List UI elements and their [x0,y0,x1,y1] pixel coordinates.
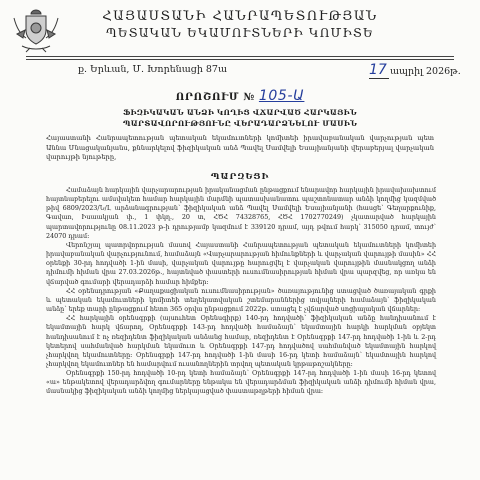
body-text [46,186,436,397]
date-month-year: ապրիլ 2026թ. [390,66,461,77]
header-divider-top [26,56,454,57]
decided-heading: ՊԱՐԶԵՑԻ [210,172,270,182]
intro-paragraph: Հայաստանի Հանրապետության պետական եկամուտների կոմիտեի իրավաբանական վարչության պետ Աննա Մնացականյանս, քննարկելով ֆիզիկական անձ Պավել Սամվելի Եսայիանյանի վերաբերյալ վարչական վարույթի նյութերը, [46,134,434,161]
paragraph-4: ՀՀ հարկային օրենսգրքի (այսուհետ Օրենսգիրք) 140-րդ հոդվածի՝ ֆիզիկական անձը հանդիսանում է եկամտային հարկ վճարող, Օրենսգրքի 143-րդ հոդվածի համաձայն՝ եկամտային հարկի հարկման օբյեկտ հանդիսանում է ոչ ռեզիդենտ ֆիզիկական անձանց համար, ռեզիդենտ է Օրենսգրքի 147-րդ հոդվածի 1-ին և 2-րդ կետերով սահմանված հարկման եկամուտ և Օրենսգրքի 147-րդ հոդվածով սահմանված եկամտային հարկով չհարկվող եկամուտները: Օրենսգրքի 147-րդ հոդվածի 1-ին մասի 16-րդ կետի համաձայն՝ եկամտային հարկով չհարկվող եկամուտներ են համարվում ուսանողներին տրվող պետական կրթաթոշակները: [46,314,436,368]
paragraph-1: Համաձայն հարկային վարչարարության իրականացման ընթացքում ենարավոր հարկային իրավախախտում հայտնաբերելու ամսվակետ համար հարկային մարմնի պատասխանատու պաշտոնատար անձի կողմից կազմված թիվ 6809/2023/Ն/Լ արձանագրության՝ ֆիզիկական անձ Պավել Սամվելի Եսայիանյանի (հասցե՝ Գեղարքունիք, Գավառ, Իսաակյան փ., 1 փկղ., 20 տ, ՀԾՀ 74328765, ՀԾՀ 1702770249) չկատարված հարկային պարտավորությունը 08.11.2023 թ-ի դրությամբ կազմում է 339120 դրամ, այդ թվում հարկ՝ 315050 դրամ, տույժ՝ 24070 դրամ: [46,186,436,240]
order-number-line [0,88,480,104]
date-day-handwritten: 17 [369,62,387,78]
header-line-2: ՊԵՏԱԿԱՆ ԵԿԱՄՈՒՏՆԵՐԻ ԿՈՄԻՏԵ [106,26,374,40]
header-divider-bottom [26,59,454,60]
paragraph-3: ՀՀ օրենսդրության «Քաղաքացիական ուսումնասիրության» ծառայությունից ստացված ծառայական գրքի և պետական եկամուտների կոմիտեի տեղեկատվական շտեմարաններից տվյալների համաձայն՝ ֆիզիկական անձը՝ երեք տարի ընթացքում հետո 365 օրվա ընթացքում 2022թ. ստացել է չվճարված սոցիալական վճարներ: [46,286,436,314]
subject-line-2: ՊԱՐՏԱՎՈՐՈՒԹՅՈՒՆԸ ՎԵՐԱԴԱՐՁՆԵԼՈՒ ՄԱՍԻՆ [122,118,358,128]
document-date [368,62,461,79]
header-line-1: ՀԱՅԱՍՏԱՆԻ ՀԱՆՐԱՊԵՏՈՒԹՅԱՆ [102,9,378,24]
address: ք. Երևան, Մ. Խորենացի 87ա [78,64,227,75]
paragraph-5: Օրենսգրքի 150-րդ հոդվածի 10-րդ կետի համաձայն՝ Օրենսգրքի 147-րդ հոդվածի 1-ին մասի 16-րդ կետով «ա» ենթակետով վերադարձվող գումարները ենթակա են վերադարձման ֆիզիկական անձի դիմումի հիման վրա, մասնակից ֆիզիկական անձի կողմից ներկայացված փաստաթղթերի հիման վրա: [46,369,436,396]
paragraph-2: Վերոնշյալ պատրվորության մասով Հայաստանի Հանրապետության պետական եկամուտների կոմիտեի իրավաբանական վարչությունում, համաձայն «Վարչարարության հիմունքների և վարչական վարույթի մասին» ՀՀ օրենքի 30-րդ հոդվածի 1-ին մասի, վարչական վարույթը հարուցվել է վարչական վարույթին մասնակցող անձի դիմումի հիման վրա 27.03.2026թ., հայտնված փաստերի ուսումնասիրության հիման վրա պարզվեց, որ առկա են վճարված գումարի վերադարձի համար հիմքեր: [46,240,436,286]
order-label: ՈՐՈՇՈՒՄ № [175,92,255,103]
agency-header [0,8,480,41]
subject-line-1: ՖԻԶԻԿԱԿԱՆ ԱՆՁԻ ԿՈՂԻՑ ՎՃԱՐՎԱԾ ՀԱՐԿԱՅԻՆ [123,108,357,117]
order-subject [40,108,440,129]
order-number-handwritten: 105-Ա [258,88,305,104]
